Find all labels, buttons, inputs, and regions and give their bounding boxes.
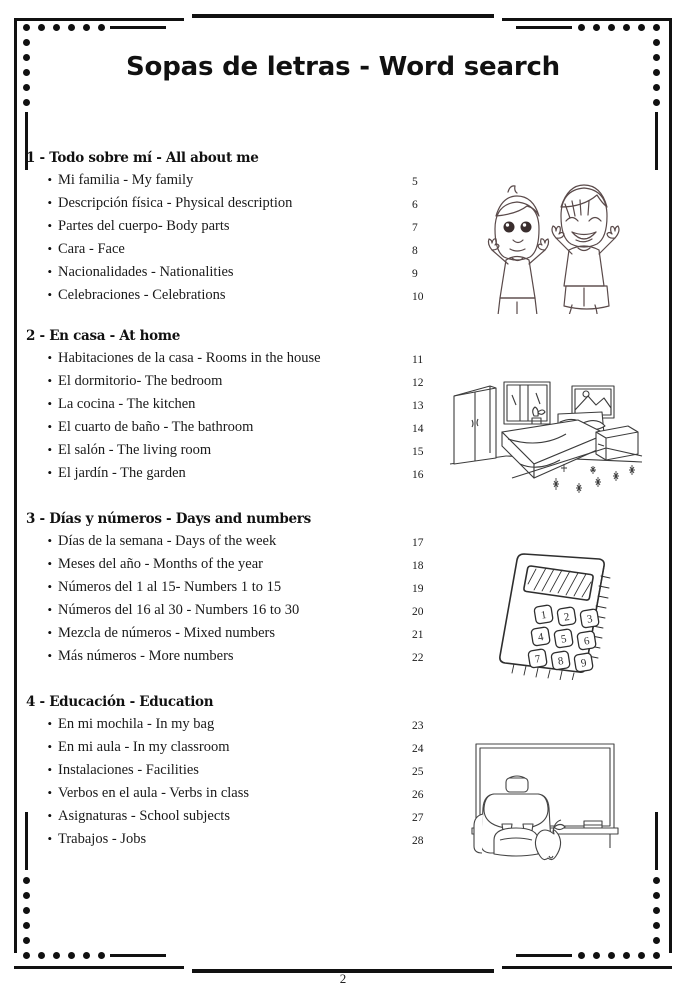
section-heading: 2 - En casa - At home xyxy=(26,328,181,344)
toc-entry[interactable] xyxy=(26,531,446,554)
toc-entry[interactable] xyxy=(26,239,446,262)
bullet-icon: • xyxy=(47,808,52,823)
calculator-key-label: 7 xyxy=(534,653,542,666)
border-dot xyxy=(608,952,615,959)
bullet-icon: • xyxy=(47,287,52,302)
toc-entry[interactable] xyxy=(26,348,446,371)
toc-entry[interactable] xyxy=(26,737,446,760)
page-frame-left-edge xyxy=(14,18,17,953)
calculator-key[interactable] xyxy=(534,605,553,624)
toc-entry-label: Trabajos - Jobs xyxy=(58,831,147,847)
page-frame-top-right-segment xyxy=(502,18,672,21)
bullet-icon: • xyxy=(47,218,52,233)
border-dot xyxy=(23,99,30,106)
calculator-key-label: 2 xyxy=(563,611,571,624)
toc-entry-page-number: 16 xyxy=(412,469,424,481)
toc-entry-label: Asignaturas - School subjects xyxy=(58,808,230,824)
border-dot xyxy=(623,24,630,31)
border-dot xyxy=(68,24,75,31)
toc-entry[interactable] xyxy=(26,417,446,440)
calculator-key-label: 4 xyxy=(537,631,545,644)
border-dot xyxy=(638,952,645,959)
calculator-key[interactable] xyxy=(574,653,593,672)
border-dot xyxy=(623,952,630,959)
toc-entry-label: Verbos en el aula - Verbs in class xyxy=(58,785,249,801)
border-dot xyxy=(98,952,105,959)
toc-entry-page-number: 25 xyxy=(412,766,424,778)
toc-entry-label: El cuarto de baño - The bathroom xyxy=(58,419,254,435)
border-dash xyxy=(655,112,658,170)
bullet-icon: • xyxy=(47,602,52,617)
calculator-icon xyxy=(494,540,624,680)
bullet-icon: • xyxy=(47,373,52,388)
border-dot xyxy=(68,952,75,959)
page-number: 2 xyxy=(339,971,347,986)
border-dash xyxy=(110,26,166,29)
bullet-icon: • xyxy=(47,625,52,640)
calculator-key[interactable] xyxy=(580,609,599,628)
calculator-key[interactable] xyxy=(577,631,596,650)
calculator-key-label: 8 xyxy=(557,655,565,668)
border-dot xyxy=(653,877,660,884)
toc-entry-label: Días de la semana - Days of the week xyxy=(58,533,277,549)
bullet-icon: • xyxy=(47,419,52,434)
bullet-icon: • xyxy=(47,556,52,571)
bullet-icon: • xyxy=(47,396,52,411)
toc-entry-label: Descripción física - Physical description xyxy=(58,195,293,211)
table-of-contents xyxy=(26,150,446,877)
toc-entry[interactable] xyxy=(26,623,446,646)
toc-entry-label: Meses del año - Months of the year xyxy=(58,556,263,572)
toc-entry-page-number: 13 xyxy=(412,400,424,412)
toc-entry-page-number: 26 xyxy=(412,789,424,801)
toc-entry-page-number: 18 xyxy=(412,560,424,572)
border-dot xyxy=(653,39,660,46)
toc-entry-label: El jardín - The garden xyxy=(58,465,186,481)
border-dot xyxy=(53,952,60,959)
border-dot xyxy=(653,892,660,899)
toc-entry[interactable] xyxy=(26,170,446,193)
toc-entry-page-number: 14 xyxy=(412,423,424,435)
toc-entry[interactable] xyxy=(26,371,446,394)
toc-entry[interactable] xyxy=(26,440,446,463)
border-dot xyxy=(653,952,660,959)
border-dot xyxy=(653,24,660,31)
section-heading: 4 - Educación - Education xyxy=(26,694,214,710)
border-dot xyxy=(653,937,660,944)
border-dot xyxy=(653,84,660,91)
toc-entry[interactable] xyxy=(26,600,446,623)
border-dot xyxy=(653,99,660,106)
toc-entry[interactable] xyxy=(26,806,446,829)
toc-entry[interactable] xyxy=(26,577,446,600)
toc-entry[interactable] xyxy=(26,262,446,285)
bullet-icon: • xyxy=(47,533,52,548)
bullet-icon: • xyxy=(47,195,52,210)
page-title: Sopas de letras - Word search xyxy=(126,52,560,82)
calculator-key[interactable] xyxy=(551,651,570,670)
bullet-icon: • xyxy=(47,716,52,731)
bullet-icon: • xyxy=(47,648,52,663)
toc-entry-page-number: 5 xyxy=(412,176,418,188)
page-frame-top-left-segment xyxy=(14,18,184,21)
toc-entry-label: Instalaciones - Facilities xyxy=(58,762,199,778)
border-dot xyxy=(23,39,30,46)
border-dot xyxy=(593,24,600,31)
bullet-icon: • xyxy=(47,442,52,457)
calculator-key[interactable] xyxy=(554,629,573,648)
toc-entry-page-number: 23 xyxy=(412,720,424,732)
border-dot xyxy=(578,952,585,959)
toc-entry-label: Más números - More numbers xyxy=(58,648,234,664)
toc-entry[interactable] xyxy=(26,285,446,308)
toc-entry[interactable] xyxy=(26,554,446,577)
calculator-key[interactable] xyxy=(528,649,547,668)
border-dot xyxy=(23,24,30,31)
border-dot xyxy=(23,907,30,914)
page-frame-right-edge xyxy=(669,18,672,953)
border-dash xyxy=(516,26,572,29)
toc-entry-page-number: 27 xyxy=(412,812,424,824)
toc-entry-page-number: 10 xyxy=(412,291,424,303)
toc-entry-page-number: 17 xyxy=(412,537,424,549)
toc-entry[interactable] xyxy=(26,646,446,669)
calculator-key-label: 5 xyxy=(560,633,568,646)
border-dot xyxy=(638,24,645,31)
calculator-key-label: 3 xyxy=(586,613,594,626)
page-frame-bottom-right-segment xyxy=(502,966,672,969)
toc-entry-page-number: 20 xyxy=(412,606,424,618)
toc-entry-page-number: 21 xyxy=(412,629,424,641)
calculator-key-label: 9 xyxy=(580,657,588,670)
toc-entry-label: Números del 1 al 15- Numbers 1 to 15 xyxy=(58,579,282,595)
toc-entry[interactable] xyxy=(26,216,446,239)
bullet-icon: • xyxy=(47,762,52,777)
toc-entry-page-number: 19 xyxy=(412,583,424,595)
toc-entry[interactable] xyxy=(26,760,446,783)
toc-entry-page-number: 9 xyxy=(412,268,418,280)
toc-entry-page-number: 22 xyxy=(412,652,424,664)
toc-entry-label: El dormitorio- The bedroom xyxy=(58,373,223,389)
toc-entry[interactable] xyxy=(26,829,446,852)
border-dot xyxy=(653,922,660,929)
toc-entry-label: Habitaciones de la casa - Rooms in the house xyxy=(58,350,321,366)
bullet-icon: • xyxy=(47,264,52,279)
bullet-icon: • xyxy=(47,465,52,480)
bullet-icon: • xyxy=(47,172,52,187)
bullet-icon: • xyxy=(47,579,52,594)
border-dash xyxy=(110,954,166,957)
toc-entry-page-number: 11 xyxy=(412,354,424,366)
toc-entry-label: En mi mochila - In my bag xyxy=(58,716,215,732)
toc-entry-label: Partes del cuerpo- Body parts xyxy=(58,218,230,234)
section-heading: 3 - Días y números - Days and numbers xyxy=(26,511,311,527)
toc-entry-label: Mi familia - My family xyxy=(58,172,194,188)
border-dot xyxy=(23,84,30,91)
section-heading: 1 - Todo sobre mí - All about me xyxy=(26,150,259,166)
border-dot xyxy=(608,24,615,31)
toc-entry-page-number: 28 xyxy=(412,835,424,847)
border-dash xyxy=(655,812,658,870)
toc-entry-page-number: 7 xyxy=(412,222,418,234)
backpack-blackboard-icon xyxy=(450,728,650,868)
toc-entry-page-number: 8 xyxy=(412,245,418,257)
border-dot xyxy=(83,952,90,959)
border-dot xyxy=(23,937,30,944)
border-dash xyxy=(516,954,572,957)
toc-entry[interactable] xyxy=(26,463,446,486)
toc-entry-label: Números del 16 al 30 - Numbers 16 to 30 xyxy=(58,602,300,618)
border-dot xyxy=(23,892,30,899)
bullet-icon: • xyxy=(47,831,52,846)
border-dot xyxy=(53,24,60,31)
page-frame-bottom-left-segment xyxy=(14,966,184,969)
bedroom-icon xyxy=(446,360,646,500)
toc-entry[interactable] xyxy=(26,193,446,216)
border-dot xyxy=(23,952,30,959)
border-dot xyxy=(653,907,660,914)
toc-entry-label: El salón - The living room xyxy=(58,442,212,458)
bullet-icon: • xyxy=(47,241,52,256)
border-dot xyxy=(38,952,45,959)
toc-entry-label: Celebraciones - Celebrations xyxy=(58,287,226,303)
bullet-icon: • xyxy=(47,785,52,800)
toc-entry-label: Mezcla de números - Mixed numbers xyxy=(58,625,276,641)
toc-entry-label: La cocina - The kitchen xyxy=(58,396,196,412)
calculator-key[interactable] xyxy=(531,627,550,646)
toc-section xyxy=(26,694,446,869)
toc-entry-label: Nacionalidades - Nationalities xyxy=(58,264,234,280)
toc-entry[interactable] xyxy=(26,783,446,806)
border-dot xyxy=(38,24,45,31)
toc-section xyxy=(26,150,446,320)
bullet-icon: • xyxy=(47,350,52,365)
border-dot xyxy=(83,24,90,31)
page-frame-top-center-segment xyxy=(192,14,494,18)
calculator-key[interactable] xyxy=(557,607,576,626)
toc-section xyxy=(26,511,446,686)
toc-entry-page-number: 24 xyxy=(412,743,424,755)
toc-entry[interactable] xyxy=(26,394,446,417)
border-dot xyxy=(578,24,585,31)
border-dot xyxy=(23,877,30,884)
toc-entry-page-number: 15 xyxy=(412,446,424,458)
border-dot xyxy=(23,922,30,929)
two-children-icon xyxy=(462,174,638,314)
toc-entry-label: Cara - Face xyxy=(58,241,125,257)
bullet-icon: • xyxy=(47,739,52,754)
toc-entry[interactable] xyxy=(26,714,446,737)
calculator-key-label: 1 xyxy=(540,609,548,622)
border-dot xyxy=(593,952,600,959)
toc-entry-page-number: 12 xyxy=(412,377,424,389)
toc-entry-page-number: 6 xyxy=(412,199,418,211)
toc-section xyxy=(26,328,446,503)
border-dot xyxy=(98,24,105,31)
toc-entry-label: En mi aula - In my classroom xyxy=(58,739,230,755)
calculator-key-label: 6 xyxy=(583,635,591,648)
